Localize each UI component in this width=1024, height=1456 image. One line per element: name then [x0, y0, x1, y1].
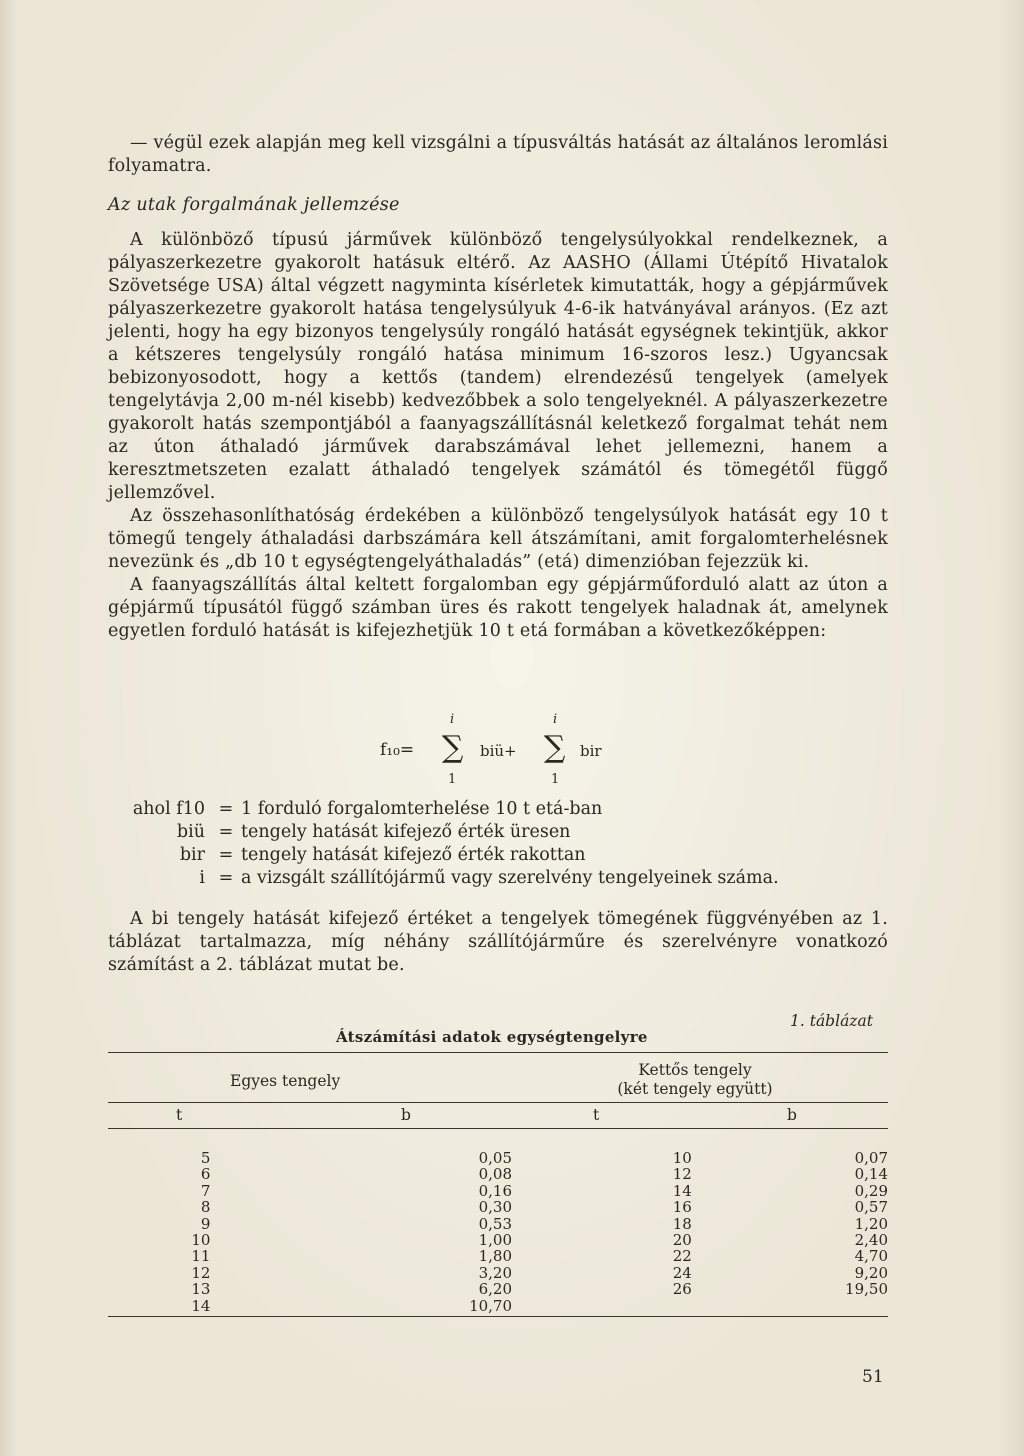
table-cell: 19,50 — [845, 1280, 888, 1299]
table-cell: 24 — [672, 1263, 692, 1282]
table-cell: 6 — [200, 1165, 211, 1184]
table-cell — [692, 1298, 888, 1314]
sum2-upper-limit: i — [553, 712, 558, 727]
table-top-rule — [108, 1052, 888, 1053]
definitions-list — [108, 798, 888, 890]
sum1-sigma-icon: ∑ — [442, 730, 464, 765]
table-col-b-single: b — [401, 1106, 411, 1124]
table-row — [108, 1265, 888, 1281]
data-table — [108, 1150, 888, 1314]
table-row — [108, 1183, 888, 1199]
table-col-t-tandem: t — [593, 1106, 600, 1124]
table-cell: 14 — [191, 1296, 211, 1315]
paragraph-table-reference: A bi tengely hatását kifejező értéket a tengelyek tömegének függvényében az 1. táblázat tartalmazza, míg néhány szállítójárműre és szerelvényre vonatkozó számítást a 2. táblázat mutat be. — [108, 909, 888, 975]
table-cell: 7 — [200, 1181, 211, 1200]
table-cell: 0,53 — [478, 1214, 513, 1233]
body-text — [108, 229, 888, 643]
table-cell: 22 — [672, 1247, 692, 1266]
table-group-tandem-line2: (két tengely együtt) — [617, 1080, 773, 1098]
table-row — [108, 1248, 888, 1264]
formula-term-empty: biü+ — [480, 742, 517, 760]
definition-equals: = — [218, 822, 234, 842]
sum2-sigma-icon: ∑ — [544, 730, 566, 765]
definition-row — [108, 844, 888, 867]
table-cell: 0,57 — [854, 1198, 888, 1217]
table-cell: 1,80 — [478, 1247, 513, 1266]
paragraph-comparability: Az összehasonlíthatóság érdekében a különböző tengelysúlyok hatását egy 10 t tömegű tengely áthaladási darbszámára kell átszámítani, amit forgalomterhelésnek nevezünk és „db 10 t egységtengelyáthaladás” (etá) dimenzióban fejezzük ki. — [108, 506, 888, 572]
formula-term-loaded: bir — [580, 742, 602, 760]
table-cell: 10,70 — [469, 1296, 513, 1315]
table-cell: 4,70 — [854, 1247, 888, 1266]
table-group-tandem-line1: Kettős tengely — [638, 1061, 752, 1079]
page-number: 51 — [862, 1367, 884, 1387]
table-cell: 2,40 — [854, 1231, 888, 1250]
table-row — [108, 1199, 888, 1215]
formula — [380, 712, 640, 792]
table-header-rule — [108, 1102, 888, 1103]
table-cell: 0,07 — [854, 1149, 888, 1167]
table-cell: 10 — [191, 1231, 211, 1250]
table-cell: 11 — [191, 1247, 211, 1266]
table-cell: 6,20 — [478, 1280, 513, 1299]
table-cell: 1,00 — [478, 1231, 513, 1250]
table-number: 1. táblázat — [790, 1012, 873, 1030]
table-row — [108, 1232, 888, 1248]
definition-text: tengely hatását kifejező érték üresen — [241, 822, 571, 842]
table-cell: 10 — [672, 1149, 692, 1167]
definition-symbol: biü — [176, 822, 205, 842]
body-text-after-defs — [108, 908, 888, 977]
table-cell: 16 — [672, 1198, 692, 1217]
definition-text: tengely hatását kifejező érték rakottan — [241, 845, 586, 865]
table-cell: 9,20 — [854, 1263, 888, 1282]
table-cell: 18 — [672, 1214, 692, 1233]
table-cell — [512, 1298, 692, 1314]
table-cell: 1,20 — [854, 1214, 888, 1233]
table-cell: 12 — [672, 1165, 692, 1184]
definition-symbol: ahol f10 — [132, 799, 205, 819]
table-cell: 20 — [672, 1231, 692, 1250]
table-cell: 26 — [672, 1280, 692, 1299]
table-cell: 0,30 — [478, 1198, 513, 1217]
table-row — [108, 1298, 888, 1314]
table-cell: 13 — [191, 1280, 211, 1299]
table-group-single-axle: Egyes tengely — [230, 1072, 341, 1090]
table-group-tandem-axle — [590, 1061, 800, 1099]
table-cell: 9 — [200, 1214, 211, 1233]
text-block-intro — [108, 132, 888, 178]
table-row — [108, 1216, 888, 1232]
table-subheader-rule — [108, 1128, 888, 1129]
sum2-lower-limit: 1 — [551, 772, 560, 787]
section-heading: Az utak forgalmának jellemzése — [108, 195, 400, 215]
definition-row — [108, 798, 888, 821]
table-row — [108, 1150, 888, 1166]
definition-equals: = — [218, 868, 234, 888]
table-title: Átszámítási adatok egységtengelyre — [336, 1028, 648, 1046]
definition-text: a vizsgált szállítójármű vagy szerelvény tengelyeinek száma. — [241, 868, 779, 888]
paragraph-axle-loads: A különböző típusú járművek különböző tengelysúlyokkal rendelkeznek, a pályaszerkezetre gyakorolt hatásuk eltérő. Az AASHO (Állami Útépítő Hivatalok Szövetsége USA) által végzett nagyminta kísérletek kimutatták, hogy a gépjárművek pályaszerkezetre gyakorolt hatása tengelysúlyuk 4-6-ik hatványával arányos. (Ez azt jelenti, hogy ha egy bizonyos tengelysúly rongáló hatását egységnek tekintjük, akkor a kétszeres tengelysúly rongáló hatása minimum 16-szoros lesz.) Ugyancsak bebizonyosodott, hogy a kettős (tandem) elrendezésű tengelyek (amelyek tengelytávja 2,00 m-nél kisebb) kedvezőbbek a solo tengelyeknél. A pályaszerkezetre gyakorolt hatás szempontjából a faanyagszállításnál keletkező forgalmat tehát nem az úton áthaladó járművek darabszámával lehet jellemezni, hanem a keresztmetszeten ezalatt áthaladó tengelyek számától és tömegétől függő jellemzővel. — [108, 230, 888, 503]
table-col-t-single: t — [176, 1106, 183, 1124]
table-col-b-tandem: b — [787, 1106, 797, 1124]
table-cell: 12 — [191, 1263, 211, 1282]
paragraph-timber-transport: A faanyagszállítás által keltett forgalomban egy gépjárműforduló alatt az úton a gépjármű típusától függő számban üres és rakott tengelyek haladnak át, amelynek egyetlen forduló hatását is kifejezhetjük 10 t etá formában a következőképpen: — [108, 575, 888, 641]
definition-text: 1 forduló forgalomterhelése 10 t etá-ban — [241, 799, 603, 819]
table-cell: 0,14 — [854, 1165, 888, 1184]
table-cell: 0,16 — [478, 1181, 513, 1200]
definition-row — [108, 867, 888, 890]
table-cell: 3,20 — [478, 1263, 513, 1282]
paragraph-intro: — végül ezek alapján meg kell vizsgálni a típusváltás hatását az általános leromlási folyamatra. — [108, 133, 888, 176]
table-cell: 5 — [200, 1149, 211, 1167]
table-cell: 0,05 — [478, 1149, 513, 1167]
section — [108, 194, 888, 217]
table-cell: 0,08 — [478, 1165, 513, 1184]
definition-symbol: i — [199, 868, 205, 888]
definition-symbol: bir — [179, 845, 205, 865]
formula-lhs: f₁₀= — [380, 740, 415, 760]
definition-equals: = — [218, 845, 234, 865]
table-row — [108, 1166, 888, 1182]
sum1-lower-limit: 1 — [448, 772, 457, 787]
table-row — [108, 1281, 888, 1297]
definition-equals: = — [218, 799, 234, 819]
sum1-upper-limit: i — [450, 712, 455, 727]
table-bottom-rule — [108, 1316, 888, 1317]
definition-row — [108, 821, 888, 844]
table-cell: 8 — [200, 1198, 211, 1217]
table-cell: 14 — [672, 1181, 692, 1200]
table-cell: 0,29 — [854, 1181, 888, 1200]
